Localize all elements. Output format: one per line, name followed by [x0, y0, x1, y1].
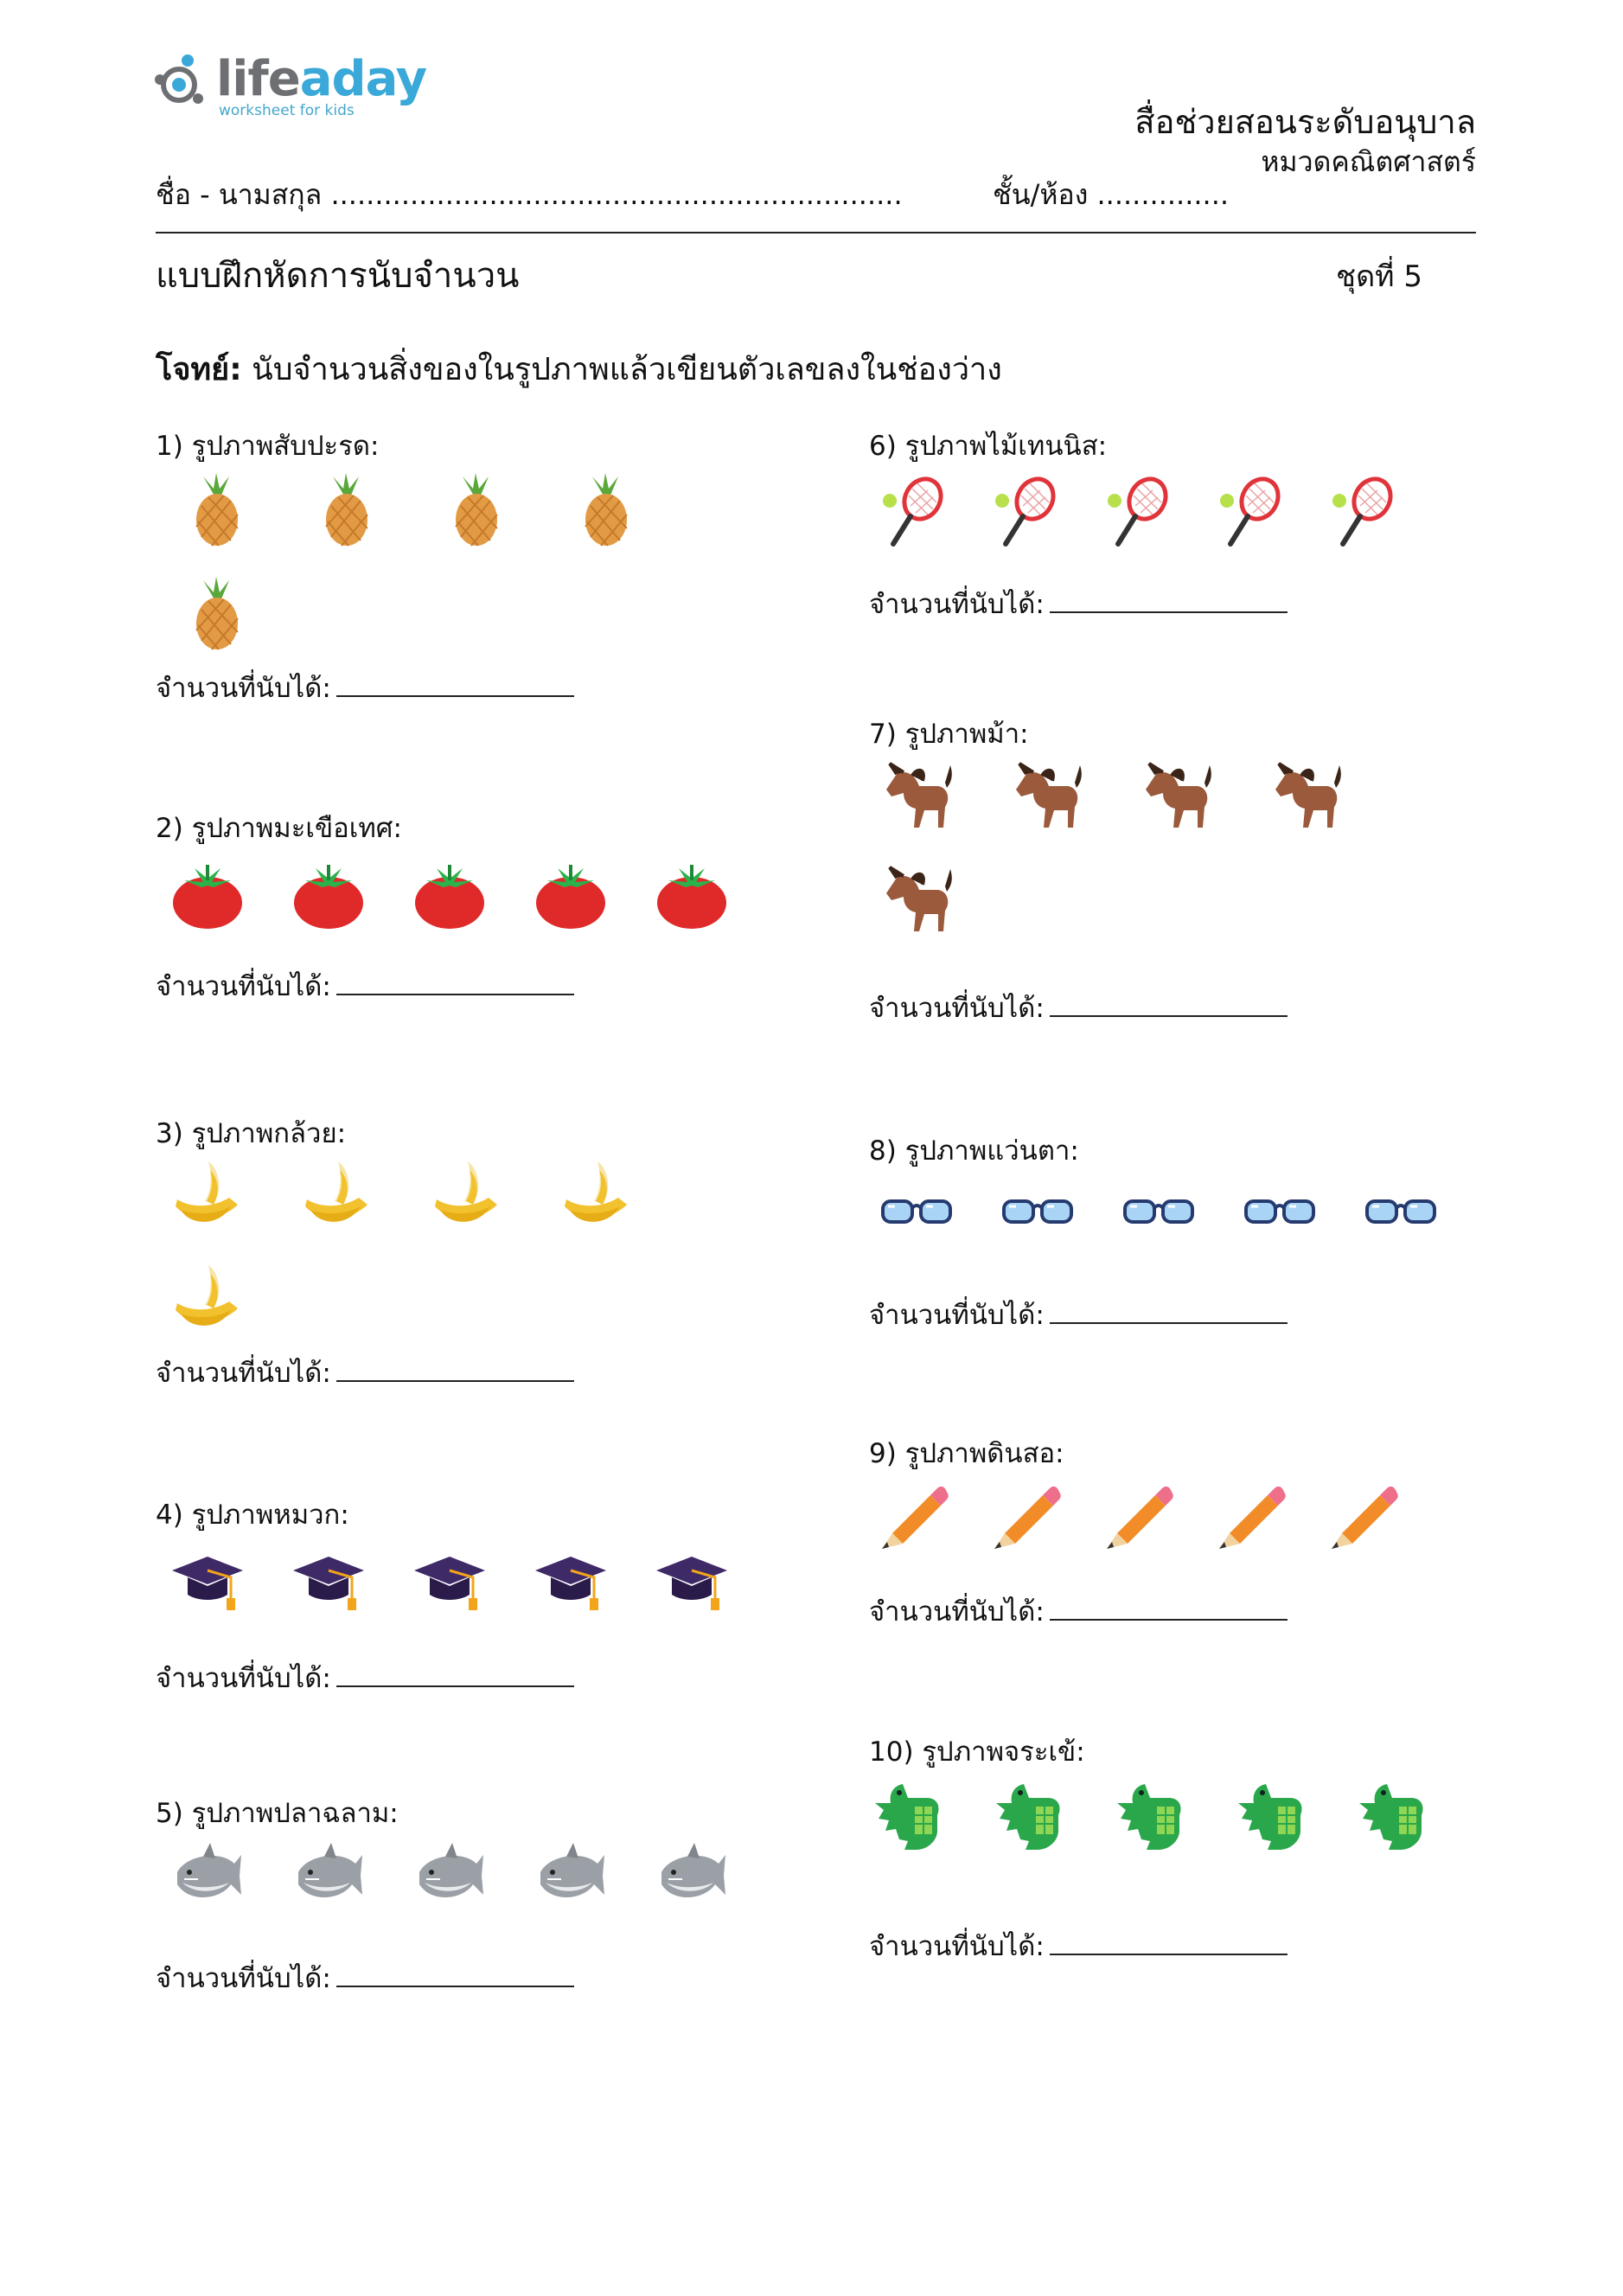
question-6-label: 6) รูปภาพไม้เทนนิส:	[869, 431, 1108, 462]
glasses-icon	[999, 1172, 1077, 1250]
question-9-label: 9) รูปภาพดินสอ:	[869, 1438, 1064, 1469]
graduation-cap-icon	[411, 1539, 489, 1617]
answer-label: จำนวนที่นับได้:	[156, 971, 331, 1002]
crocodile-icon	[1358, 1777, 1435, 1855]
crocodile-icon	[873, 1777, 951, 1855]
answer-blank[interactable]	[336, 1358, 574, 1382]
tennis-racket-icon	[1327, 471, 1405, 549]
pencil-icon	[1098, 1474, 1176, 1552]
shark-icon	[411, 1838, 489, 1915]
answer-label: จำนวนที่นับได้:	[869, 993, 1045, 1024]
pineapple-icon	[437, 471, 514, 549]
banana-icon	[169, 1258, 246, 1336]
pineapple-icon	[566, 471, 644, 549]
answer-blank[interactable]	[336, 673, 574, 697]
answer-label: จำนวนที่นับได้:	[156, 1663, 331, 1694]
question-8-answer	[869, 1293, 1288, 1336]
question-7-answer	[869, 986, 1288, 1029]
answer-blank[interactable]	[1050, 1931, 1288, 1955]
question-10-label: 10) รูปภาพจระเข้:	[869, 1736, 1085, 1768]
pencil-icon	[1323, 1474, 1401, 1552]
glasses-icon	[1241, 1172, 1319, 1250]
answer-label: จำนวนที่นับได้:	[869, 1931, 1045, 1962]
graduation-cap-icon	[532, 1539, 610, 1617]
answer-blank[interactable]	[1050, 1300, 1288, 1324]
graduation-cap-icon	[169, 1539, 246, 1617]
tomato-icon	[411, 856, 489, 934]
question-1-answer	[156, 666, 574, 709]
header-divider	[156, 232, 1476, 233]
logo-wordmark: lifeaday	[216, 51, 427, 107]
horse-icon	[1137, 757, 1215, 835]
header-subtitle-level: สื่อช่วยสอนระดับอนุบาล	[1134, 103, 1476, 141]
tomato-icon	[532, 856, 610, 934]
question-6-answer	[869, 582, 1288, 625]
pineapple-icon	[177, 575, 255, 653]
answer-blank[interactable]	[1050, 589, 1288, 613]
shark-icon	[532, 1838, 610, 1915]
answer-label: จำนวนที่นับได้:	[869, 1300, 1045, 1331]
answer-label: จำนวนที่นับได้:	[869, 1596, 1045, 1628]
student-name-field: ชื่อ - นามสกุล .................................................................	[156, 178, 903, 211]
question-2-label: 2) รูปภาพมะเขือเทศ:	[156, 813, 402, 844]
answer-blank[interactable]	[336, 971, 574, 995]
pencil-icon	[873, 1474, 951, 1552]
shark-icon	[169, 1838, 246, 1915]
crocodile-icon	[1236, 1777, 1314, 1855]
horse-icon	[878, 860, 955, 938]
answer-label: จำนวนที่นับได้:	[156, 1963, 331, 1994]
graduation-cap-icon	[653, 1539, 731, 1617]
question-7-label: 7) รูปภาพม้า:	[869, 719, 1029, 750]
set-number: ชุดที่ 5	[1336, 259, 1423, 294]
banana-icon	[558, 1154, 636, 1232]
banana-icon	[428, 1154, 506, 1232]
question-5-label: 5) รูปภาพปลาฉลาม:	[156, 1798, 399, 1829]
question-5-answer	[156, 1956, 574, 1999]
question-4-answer	[156, 1656, 574, 1699]
pineapple-icon	[307, 471, 385, 549]
question-3-label: 3) รูปภาพกล้วย:	[156, 1118, 347, 1149]
answer-blank[interactable]	[336, 1963, 574, 1987]
tennis-racket-icon	[990, 471, 1068, 549]
question-10-answer	[869, 1924, 1288, 1967]
glasses-icon	[1362, 1172, 1440, 1250]
pineapple-icon	[177, 471, 255, 549]
instruction	[156, 344, 1002, 393]
tennis-racket-icon	[878, 471, 955, 549]
lifeaday-logo	[151, 48, 437, 126]
tomato-icon	[290, 856, 367, 934]
banana-icon	[298, 1154, 376, 1232]
graduation-cap-icon	[290, 1539, 367, 1617]
question-4-label: 4) รูปภาพหมวก:	[156, 1500, 349, 1531]
answer-label: จำนวนที่นับได้:	[156, 1358, 331, 1389]
logo-tagline: worksheet for kids	[219, 102, 355, 119]
horse-icon	[878, 757, 955, 835]
question-8-label: 8) รูปภาพแว่นตา:	[869, 1135, 1079, 1167]
instruction-text: นับจำนวนสิ่งของในรูปภาพแล้วเขียนตัวเลขลงในช่องว่าง	[241, 352, 1002, 387]
header-subtitle-subject: หมวดคณิตศาสตร์	[1261, 145, 1476, 178]
tennis-racket-icon	[1215, 471, 1293, 549]
banana-icon	[169, 1154, 246, 1232]
question-1-label: 1) รูปภาพสับปะรด:	[156, 431, 380, 462]
crocodile-icon	[1115, 1777, 1193, 1855]
question-3-answer	[156, 1351, 574, 1394]
answer-label: จำนวนที่นับได้:	[869, 589, 1045, 620]
worksheet-title: แบบฝึกหัดการนับจำนวน	[156, 256, 520, 296]
answer-label: จำนวนที่นับได้:	[156, 673, 331, 704]
tomato-icon	[169, 856, 246, 934]
class-field: ชั้น/ห้อง ...............	[993, 178, 1230, 211]
horse-icon	[1007, 757, 1085, 835]
horse-icon	[1267, 757, 1345, 835]
answer-blank[interactable]	[1050, 993, 1288, 1017]
question-9-answer	[869, 1589, 1288, 1633]
pencil-icon	[986, 1474, 1064, 1552]
glasses-icon	[1120, 1172, 1198, 1250]
tomato-icon	[653, 856, 731, 934]
instruction-prefix: โจทย์:	[156, 352, 242, 387]
shark-icon	[290, 1838, 367, 1915]
answer-blank[interactable]	[336, 1663, 574, 1687]
logo-mark-icon	[151, 48, 212, 118]
tennis-racket-icon	[1102, 471, 1180, 549]
shark-icon	[653, 1838, 731, 1915]
question-2-answer	[156, 964, 574, 1007]
answer-blank[interactable]	[1050, 1596, 1288, 1621]
crocodile-icon	[994, 1777, 1072, 1855]
pencil-icon	[1211, 1474, 1288, 1552]
glasses-icon	[878, 1172, 955, 1250]
